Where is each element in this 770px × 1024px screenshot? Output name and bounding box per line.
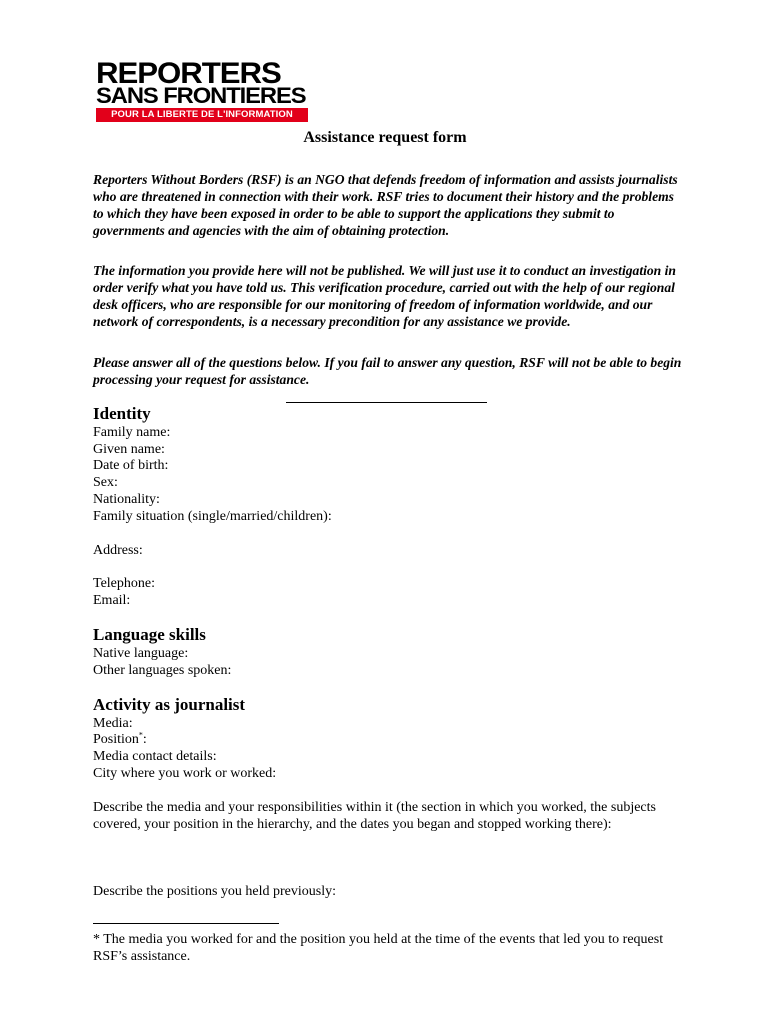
intro-paragraph-2: The information you provide here will not be published. We will just use it to conduct an investigation in order verify what you have told us. This verification procedure, carried out with the help of our regional desk officers, who are responsible for our monitoring of freedom of information worldwide, and our network of correspondents, is a necessary precondition for any assistance we provide. (93, 263, 676, 329)
field-email: Email: (93, 593, 131, 608)
prompt-describe-media: Describe the media and your responsibilities within it (the section in which you worked, the subjects covered, your position in the hierarchy, and the dates you began and stopped working there): (93, 800, 656, 832)
logo-line-reporters: REPORTERS (96, 57, 281, 90)
logo-line-sans-frontieres: SANS FRONTIERES (96, 83, 306, 108)
section-heading-identity: Identity (93, 404, 151, 423)
section-heading-activity: Activity as journalist (93, 695, 246, 714)
section-heading-language-skills: Language skills (93, 625, 206, 644)
field-media-contact: Media contact details: (93, 749, 217, 764)
field-given-name: Given name: (93, 442, 165, 457)
field-address: Address: (93, 543, 143, 558)
field-other-languages: Other languages spoken: (93, 663, 232, 678)
field-position-colon: : (142, 732, 147, 747)
intro-paragraph-1: Reporters Without Borders (RSF) is an NGO that defends freedom of information and assists journalists who are threatened in connection with their work. RSF tries to document their history and the problems to which they have been exposed in order to be able to support the applications they submit to governments and agencies with the aim of obtaining protection. (93, 172, 678, 238)
field-position (93, 731, 147, 748)
footnote-separator (93, 923, 279, 924)
separator-line (286, 402, 487, 403)
field-family-situation: Family situation (single/married/children): (93, 509, 332, 524)
field-media: Media: (93, 716, 133, 731)
intro-paragraph-3: Please answer all of the questions below. If you fail to answer any question, RSF will not be able to begin processing your request for assistance. (93, 355, 682, 387)
field-date-of-birth: Date of birth: (93, 458, 169, 473)
field-city: City where you work or worked: (93, 766, 277, 781)
field-native-language: Native language: (93, 646, 189, 661)
field-family-name: Family name: (93, 425, 171, 440)
field-sex: Sex: (93, 475, 118, 490)
field-telephone: Telephone: (93, 576, 155, 591)
field-position-label: Position (93, 732, 139, 747)
field-nationality: Nationality: (93, 492, 160, 507)
prompt-describe-positions: Describe the positions you held previously: (93, 884, 337, 899)
page-title: Assistance request form (303, 129, 467, 146)
footnote-marker: * (138, 730, 143, 740)
footnote-text: * The media you worked for and the position you held at the time of the events that led you to request RSF’s assistance. (93, 932, 664, 964)
logo-tagline: POUR LA LIBERTE DE L'INFORMATION (96, 108, 308, 122)
rsf-logo (96, 57, 310, 124)
